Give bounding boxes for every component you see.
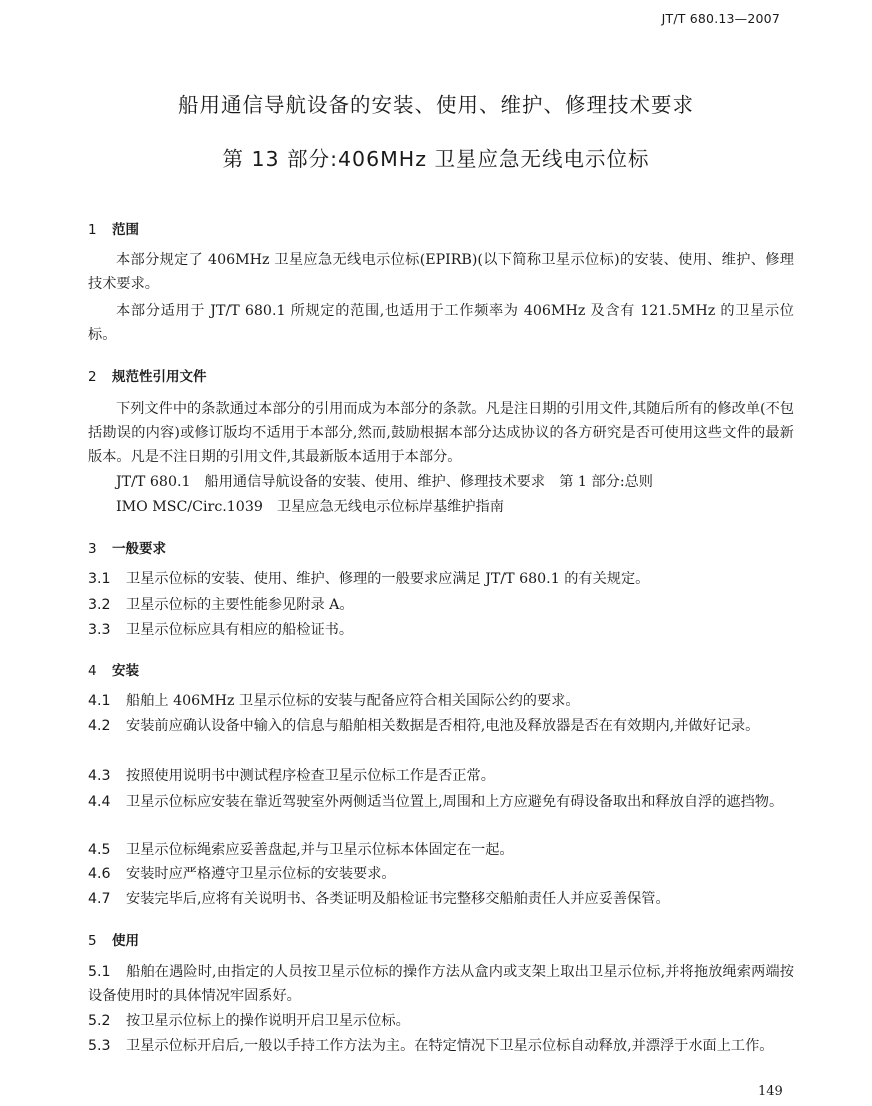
clause — [88, 838, 794, 862]
section-heading-4 — [88, 659, 139, 679]
section-title: 安装 — [112, 663, 139, 679]
reference-code: IMO MSC/Circ.1039 — [116, 499, 263, 515]
clause — [88, 960, 794, 1008]
clause-number: 3.1 — [88, 571, 111, 587]
clause — [88, 862, 794, 886]
section-number: 2 — [88, 369, 97, 385]
clause — [88, 689, 794, 713]
clause-number: 4.4 — [88, 794, 111, 810]
normative-reference — [116, 470, 653, 494]
clause-number: 4.6 — [88, 866, 111, 882]
clause-number: 4.3 — [88, 768, 111, 784]
clause-number: 5.3 — [88, 1038, 111, 1054]
reference-title: 卫星应急无线电示位标岸基维护指南 — [276, 499, 504, 515]
clause — [88, 618, 794, 642]
clause-text: 安装前应确认设备中输入的信息与船舶相关数据是否相符,电池及释放器是否在有效期内,并做好记录。 — [126, 718, 760, 734]
clause-number: 5.2 — [88, 1013, 111, 1029]
section-title: 范围 — [112, 222, 139, 238]
clause-number: 4.7 — [88, 891, 111, 907]
clause-text: 船舶在遇险时,由指定的人员按卫星示位标的操作方法从盒内或支架上取出卫星示位标,并将拖放绳索两端按设备使用时的具体情况牢固系好。 — [88, 964, 794, 1004]
section-number: 3 — [88, 541, 97, 557]
normative-reference — [116, 495, 504, 519]
section-heading-5 — [88, 929, 139, 949]
section-title: 规范性引用文件 — [112, 369, 207, 385]
clause-number: 4.5 — [88, 842, 111, 858]
clause — [88, 790, 794, 814]
clause — [88, 714, 794, 738]
clause-text: 卫星示位标开启后,一般以手持工作方法为主。在特定情况下卫星示位标自动释放,并漂浮于水面上工作。 — [126, 1038, 774, 1054]
clause — [88, 1034, 794, 1058]
section-heading-2 — [88, 365, 207, 385]
clause-text: 卫星示位标应安装在靠近驾驶室外两侧适当位置上,周围和上方应避免有碍设备取出和释放自浮的遮挡物。 — [126, 794, 784, 810]
section-number: 4 — [88, 663, 97, 679]
clause-text: 按照使用说明书中测试程序检查卫星示位标工作是否正常。 — [126, 768, 495, 784]
section-heading-1 — [88, 218, 139, 238]
reference-code: JT/T 680.1 — [116, 474, 191, 490]
clause — [88, 887, 794, 911]
clause-text: 卫星示位标绳索应妥善盘起,并与卫星示位标本体固定在一起。 — [126, 842, 514, 858]
paragraph: 本部分适用于 JT/T 680.1 所规定的范围,也适用于工作频率为 406MHz 及含有 121.5MHz 的卫星示位标。 — [88, 303, 794, 343]
clause — [88, 1009, 794, 1033]
section-number: 5 — [88, 933, 97, 949]
clause-text: 卫星示位标的安装、使用、维护、修理的一般要求应满足 JT/T 680.1 的有关规定。 — [126, 571, 650, 587]
document-title: 船用通信导航设备的安装、使用、维护、修理技术要求 — [178, 93, 694, 117]
section-number: 1 — [88, 222, 97, 238]
clause-text: 安装时应严格遵守卫星示位标的安装要求。 — [126, 866, 396, 882]
clause — [88, 764, 794, 788]
clause-text: 船舶上 406MHz 卫星示位标的安装与配备应符合相关国际公约的要求。 — [126, 693, 580, 709]
clause-number: 4.2 — [88, 718, 111, 734]
document-subtitle: 第 13 部分:406MHz 卫星应急无线电示位标 — [222, 147, 650, 171]
clause — [88, 567, 794, 591]
paragraph: 下列文件中的条款通过本部分的引用而成为本部分的条款。凡是注日期的引用文件,其随后所有的修改单(不包括勘误的内容)或修订版均不适用于本部分,然而,鼓励根据本部分达成协议的各方研究是否可使用这些文件的最新版本。凡是不注日期的引用文件,其最新版本适用于本部分。 — [88, 401, 794, 465]
clause-number: 5.1 — [88, 964, 111, 980]
reference-title: 船用通信导航设备的安装、使用、维护、修理技术要求 第 1 部分:总则 — [204, 474, 653, 490]
clause-number: 3.2 — [88, 597, 111, 613]
clause-text: 卫星示位标应具有相应的船检证书。 — [126, 622, 354, 638]
clause-text: 安装完毕后,应将有关说明书、各类证明及船检证书完整移交船舶责任人并应妥善保管。 — [126, 891, 670, 907]
clause-number: 4.1 — [88, 693, 111, 709]
standard-code: JT/T 680.13—2007 — [661, 11, 780, 26]
section-heading-3 — [88, 537, 166, 557]
paragraph: 本部分规定了 406MHz 卫星应急无线电示位标(EPIRB)(以下简称卫星示位标)的安装、使用、维护、修理技术要求。 — [88, 252, 794, 292]
page-number: 149 — [758, 1084, 783, 1099]
section-title: 使用 — [112, 933, 139, 949]
clause-text: 按卫星示位标上的操作说明开启卫星示位标。 — [126, 1013, 410, 1029]
clause — [88, 593, 794, 617]
clause-number: 3.3 — [88, 622, 111, 638]
section-title: 一般要求 — [112, 541, 166, 557]
clause-text: 卫星示位标的主要性能参见附录 A。 — [126, 597, 354, 613]
